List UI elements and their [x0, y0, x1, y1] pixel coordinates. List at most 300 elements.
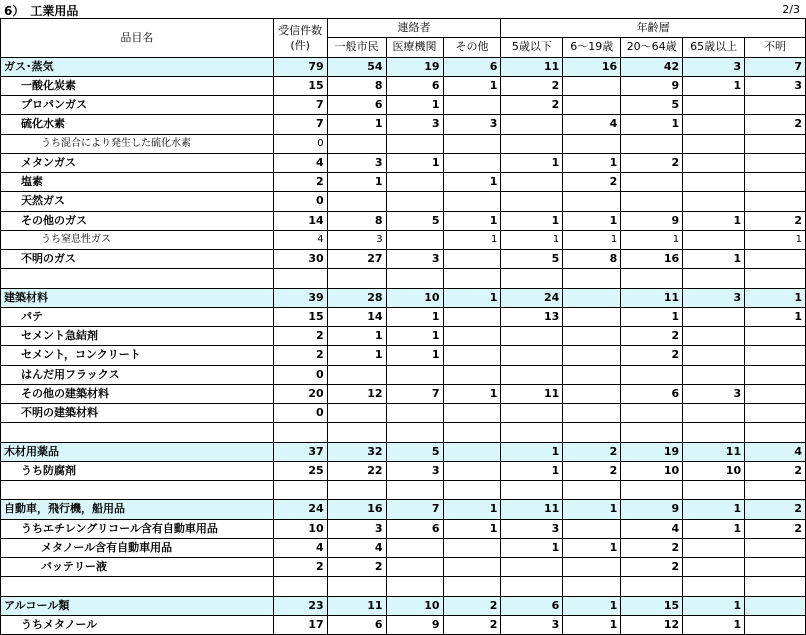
public-cell: 3: [327, 519, 386, 538]
public-cell: 1: [327, 327, 386, 346]
age-6-19-cell: [563, 76, 621, 95]
age-unknown-cell: [745, 134, 806, 153]
header-contact-group: 連絡者: [327, 19, 501, 38]
item-row: [1, 153, 806, 172]
age-20-64-cell: 9: [621, 76, 683, 95]
medical-cell: [386, 230, 443, 249]
age-20-64-cell: 19: [621, 442, 683, 461]
count-cell: 4: [273, 230, 327, 249]
medical-cell: 6: [386, 519, 443, 538]
public-cell: 8: [327, 76, 386, 95]
item-name-cell: 硫化水素: [1, 115, 274, 134]
blank-cell: [1, 423, 274, 442]
age-6-19-cell: [563, 404, 621, 423]
medical-cell: 1: [386, 96, 443, 115]
blank-cell: [327, 577, 386, 596]
medical-cell: 1: [386, 346, 443, 365]
public-cell: 14: [327, 307, 386, 326]
item-name-cell: 一酸化炭素: [1, 76, 274, 95]
header-contact-medical: 医療機関: [386, 38, 443, 57]
public-cell: 32: [327, 442, 386, 461]
item-row: [1, 307, 806, 326]
other-cell: [443, 153, 501, 172]
blank-row: [1, 269, 806, 288]
age-20-64-cell: 1: [621, 307, 683, 326]
item-row: [1, 615, 806, 634]
age-unknown-cell: [745, 192, 806, 211]
count-cell: 7: [273, 115, 327, 134]
item-row: [1, 461, 806, 480]
blank-cell: [273, 577, 327, 596]
blank-cell: [386, 577, 443, 596]
age-65-plus-cell: 11: [683, 442, 745, 461]
medical-cell: 1: [386, 327, 443, 346]
item-name-cell: メタノール含有自動車用品: [1, 538, 274, 557]
age-unknown-cell: [745, 538, 806, 557]
age-unknown-cell: 1: [745, 307, 806, 326]
age-20-64-cell: 2: [621, 558, 683, 577]
count-cell: 20: [273, 384, 327, 403]
age-0-5-cell: [501, 192, 563, 211]
blank-cell: [501, 481, 563, 500]
blank-cell: [621, 577, 683, 596]
blank-cell: [501, 269, 563, 288]
count-cell: 0: [273, 134, 327, 153]
count-cell: 15: [273, 307, 327, 326]
blank-cell: [563, 481, 621, 500]
count-cell: 15: [273, 76, 327, 95]
age-unknown-cell: [745, 615, 806, 634]
item-row: [1, 327, 806, 346]
age-65-plus-cell: 1: [683, 519, 745, 538]
other-cell: [443, 327, 501, 346]
other-cell: [443, 346, 501, 365]
public-cell: 2: [327, 558, 386, 577]
blank-cell: [621, 423, 683, 442]
item-name-cell: うち防腐剤: [1, 461, 274, 480]
age-20-64-cell: [621, 173, 683, 192]
medical-cell: 10: [386, 596, 443, 615]
other-cell: 2: [443, 596, 501, 615]
public-cell: 28: [327, 288, 386, 307]
medical-cell: 19: [386, 57, 443, 76]
age-65-plus-cell: [683, 173, 745, 192]
age-20-64-cell: 4: [621, 519, 683, 538]
item-row: [1, 384, 806, 403]
blank-cell: [386, 481, 443, 500]
age-65-plus-cell: 3: [683, 288, 745, 307]
item-name-cell: うちメタノール: [1, 615, 274, 634]
public-cell: [327, 192, 386, 211]
item-row: [1, 538, 806, 557]
blank-cell: [327, 481, 386, 500]
age-unknown-cell: 1: [745, 288, 806, 307]
age-20-64-cell: 6: [621, 384, 683, 403]
age-unknown-cell: 1: [745, 230, 806, 249]
age-65-plus-cell: [683, 230, 745, 249]
blank-cell: [273, 269, 327, 288]
public-cell: [327, 404, 386, 423]
header-age-20-64: 20～64歳: [621, 38, 683, 57]
other-cell: 1: [443, 230, 501, 249]
age-65-plus-cell: [683, 327, 745, 346]
blank-cell: [273, 423, 327, 442]
public-cell: 1: [327, 346, 386, 365]
age-unknown-cell: [745, 384, 806, 403]
age-65-plus-cell: 10: [683, 461, 745, 480]
count-cell: 10: [273, 519, 327, 538]
item-name-cell: はんだ用フラックス: [1, 365, 274, 384]
age-6-19-cell: [563, 96, 621, 115]
age-6-19-cell: [563, 365, 621, 384]
other-cell: 1: [443, 384, 501, 403]
blank-cell: [386, 423, 443, 442]
age-20-64-cell: 9: [621, 500, 683, 519]
age-20-64-cell: 1: [621, 115, 683, 134]
public-cell: [327, 365, 386, 384]
age-65-plus-cell: [683, 404, 745, 423]
age-0-5-cell: 13: [501, 307, 563, 326]
blank-cell: [745, 577, 806, 596]
age-20-64-cell: 9: [621, 211, 683, 230]
item-name-cell: 不明の建築材料: [1, 404, 274, 423]
age-20-64-cell: 12: [621, 615, 683, 634]
medical-cell: [386, 365, 443, 384]
category-row: [1, 500, 806, 519]
medical-cell: 1: [386, 307, 443, 326]
item-name-cell: 不明のガス: [1, 250, 274, 269]
age-unknown-cell: [745, 365, 806, 384]
item-row: [1, 192, 806, 211]
medical-cell: 6: [386, 76, 443, 95]
count-cell: 2: [273, 327, 327, 346]
other-cell: [443, 96, 501, 115]
public-cell: 8: [327, 211, 386, 230]
item-name-cell: その他のガス: [1, 211, 274, 230]
blank-cell: [443, 481, 501, 500]
public-cell: 54: [327, 57, 386, 76]
count-cell: 37: [273, 442, 327, 461]
public-cell: 1: [327, 173, 386, 192]
age-65-plus-cell: 1: [683, 615, 745, 634]
public-cell: [327, 134, 386, 153]
public-cell: 11: [327, 596, 386, 615]
age-65-plus-cell: 1: [683, 250, 745, 269]
blank-cell: [621, 269, 683, 288]
item-name-cell: セメント急結剤: [1, 327, 274, 346]
blank-cell: [273, 481, 327, 500]
other-cell: [443, 307, 501, 326]
age-0-5-cell: 2: [501, 96, 563, 115]
subitem-row: [1, 230, 806, 249]
age-20-64-cell: [621, 192, 683, 211]
age-0-5-cell: 1: [501, 153, 563, 172]
age-65-plus-cell: 3: [683, 57, 745, 76]
blank-cell: [501, 577, 563, 596]
other-cell: [443, 442, 501, 461]
medical-cell: 1: [386, 153, 443, 172]
item-name-cell: 自動車，飛行機，船用品: [1, 500, 274, 519]
age-0-5-cell: 1: [501, 442, 563, 461]
blank-row: [1, 577, 806, 596]
age-0-5-cell: 1: [501, 538, 563, 557]
item-row: [1, 76, 806, 95]
blank-cell: [443, 269, 501, 288]
medical-cell: [386, 558, 443, 577]
other-cell: 3: [443, 115, 501, 134]
age-6-19-cell: 2: [563, 173, 621, 192]
public-cell: 6: [327, 96, 386, 115]
blank-cell: [683, 577, 745, 596]
age-0-5-cell: 24: [501, 288, 563, 307]
age-20-64-cell: 5: [621, 96, 683, 115]
other-cell: 2: [443, 615, 501, 634]
age-0-5-cell: [501, 365, 563, 384]
other-cell: 1: [443, 76, 501, 95]
age-6-19-cell: 2: [563, 442, 621, 461]
blank-cell: [1, 269, 274, 288]
age-unknown-cell: 7: [745, 57, 806, 76]
blank-cell: [621, 481, 683, 500]
age-65-plus-cell: 1: [683, 596, 745, 615]
blank-cell: [745, 269, 806, 288]
age-unknown-cell: 2: [745, 211, 806, 230]
count-cell: 23: [273, 596, 327, 615]
medical-cell: [386, 134, 443, 153]
medical-cell: 7: [386, 500, 443, 519]
age-unknown-cell: [745, 404, 806, 423]
other-cell: [443, 404, 501, 423]
age-unknown-cell: [745, 327, 806, 346]
count-cell: 2: [273, 558, 327, 577]
count-cell: 24: [273, 500, 327, 519]
blank-row: [1, 423, 806, 442]
item-name-cell: バッテリー液: [1, 558, 274, 577]
age-6-19-cell: [563, 288, 621, 307]
age-20-64-cell: 2: [621, 327, 683, 346]
medical-cell: [386, 538, 443, 557]
age-0-5-cell: 3: [501, 519, 563, 538]
blank-cell: [327, 423, 386, 442]
age-20-64-cell: [621, 365, 683, 384]
other-cell: [443, 250, 501, 269]
blank-cell: [745, 423, 806, 442]
medical-cell: 3: [386, 115, 443, 134]
item-name-cell: アルコール類: [1, 596, 274, 615]
item-row: [1, 115, 806, 134]
blank-cell: [683, 481, 745, 500]
age-unknown-cell: 4: [745, 442, 806, 461]
age-65-plus-cell: 3: [683, 384, 745, 403]
item-row: [1, 558, 806, 577]
category-row: [1, 596, 806, 615]
count-cell: 4: [273, 538, 327, 557]
other-cell: 1: [443, 288, 501, 307]
count-cell: 17: [273, 615, 327, 634]
other-cell: [443, 538, 501, 557]
age-unknown-cell: [745, 153, 806, 172]
age-0-5-cell: [501, 404, 563, 423]
age-0-5-cell: 3: [501, 615, 563, 634]
item-name-cell: パテ: [1, 307, 274, 326]
age-0-5-cell: [501, 558, 563, 577]
stats-table: [0, 18, 806, 635]
count-cell: 30: [273, 250, 327, 269]
age-unknown-cell: 2: [745, 519, 806, 538]
medical-cell: 7: [386, 384, 443, 403]
age-20-64-cell: 2: [621, 538, 683, 557]
age-20-64-cell: 2: [621, 346, 683, 365]
other-cell: [443, 134, 501, 153]
item-name-cell: ガス･蒸気: [1, 57, 274, 76]
category-row: [1, 442, 806, 461]
header-age-group: 年齢層: [501, 19, 806, 38]
count-cell: 14: [273, 211, 327, 230]
age-6-19-cell: [563, 327, 621, 346]
medical-cell: 5: [386, 442, 443, 461]
medical-cell: [386, 173, 443, 192]
other-cell: 1: [443, 211, 501, 230]
age-65-plus-cell: [683, 96, 745, 115]
age-0-5-cell: 1: [501, 211, 563, 230]
item-row: [1, 173, 806, 192]
item-name-cell: 建築材料: [1, 288, 274, 307]
public-cell: 22: [327, 461, 386, 480]
age-6-19-cell: 1: [563, 211, 621, 230]
count-cell: 0: [273, 365, 327, 384]
age-6-19-cell: 2: [563, 461, 621, 480]
count-cell: 25: [273, 461, 327, 480]
age-6-19-cell: 16: [563, 57, 621, 76]
age-unknown-cell: [745, 558, 806, 577]
age-0-5-cell: [501, 115, 563, 134]
medical-cell: [386, 192, 443, 211]
age-6-19-cell: [563, 307, 621, 326]
header-item-name: 品目名: [1, 19, 274, 58]
header-age-6-19: 6～19歳: [563, 38, 621, 57]
blank-cell: [327, 269, 386, 288]
age-6-19-cell: [563, 384, 621, 403]
public-cell: 4: [327, 538, 386, 557]
age-20-64-cell: 10: [621, 461, 683, 480]
item-row: [1, 346, 806, 365]
public-cell: 3: [327, 230, 386, 249]
age-65-plus-cell: [683, 307, 745, 326]
item-row: [1, 250, 806, 269]
age-0-5-cell: 5: [501, 250, 563, 269]
age-20-64-cell: 42: [621, 57, 683, 76]
age-unknown-cell: [745, 250, 806, 269]
age-6-19-cell: [563, 519, 621, 538]
header-count-line2: (件): [290, 38, 310, 52]
age-unknown-cell: 3: [745, 76, 806, 95]
age-65-plus-cell: 1: [683, 500, 745, 519]
age-6-19-cell: 1: [563, 230, 621, 249]
header-age-65-plus: 65歳以上: [683, 38, 745, 57]
age-20-64-cell: 15: [621, 596, 683, 615]
age-65-plus-cell: [683, 538, 745, 557]
count-cell: 39: [273, 288, 327, 307]
medical-cell: 9: [386, 615, 443, 634]
other-cell: 6: [443, 57, 501, 76]
age-6-19-cell: 1: [563, 538, 621, 557]
header-age-0-5: 5歳以下: [501, 38, 563, 57]
header-count: [273, 19, 327, 58]
other-cell: [443, 365, 501, 384]
age-20-64-cell: 11: [621, 288, 683, 307]
item-name-cell: 木材用薬品: [1, 442, 274, 461]
blank-cell: [443, 577, 501, 596]
public-cell: 27: [327, 250, 386, 269]
item-name-cell: うちエチレングリコール含有自動車用品: [1, 519, 274, 538]
category-row: [1, 57, 806, 76]
item-row: [1, 211, 806, 230]
age-6-19-cell: 1: [563, 500, 621, 519]
age-6-19-cell: [563, 346, 621, 365]
age-6-19-cell: [563, 558, 621, 577]
other-cell: 1: [443, 173, 501, 192]
age-20-64-cell: [621, 404, 683, 423]
age-unknown-cell: 2: [745, 115, 806, 134]
public-cell: 1: [327, 115, 386, 134]
other-cell: 1: [443, 519, 501, 538]
item-row: [1, 519, 806, 538]
age-65-plus-cell: [683, 558, 745, 577]
item-name-cell: 天然ガス: [1, 192, 274, 211]
other-cell: [443, 192, 501, 211]
header-contact-other: その他: [443, 38, 501, 57]
count-cell: 0: [273, 404, 327, 423]
age-20-64-cell: 1: [621, 230, 683, 249]
age-65-plus-cell: [683, 365, 745, 384]
item-name-cell: メタンガス: [1, 153, 274, 172]
age-unknown-cell: [745, 596, 806, 615]
count-cell: 4: [273, 153, 327, 172]
age-65-plus-cell: [683, 153, 745, 172]
item-name-cell: プロパンガス: [1, 96, 274, 115]
public-cell: 6: [327, 615, 386, 634]
item-name-cell: セメント，コンクリート: [1, 346, 274, 365]
blank-cell: [683, 269, 745, 288]
age-65-plus-cell: [683, 115, 745, 134]
blank-cell: [386, 269, 443, 288]
category-row: [1, 288, 806, 307]
blank-cell: [563, 423, 621, 442]
age-0-5-cell: 2: [501, 76, 563, 95]
item-name-cell: その他の建築材料: [1, 384, 274, 403]
blank-cell: [745, 481, 806, 500]
blank-cell: [501, 423, 563, 442]
age-65-plus-cell: 1: [683, 211, 745, 230]
age-0-5-cell: [501, 173, 563, 192]
age-20-64-cell: 2: [621, 153, 683, 172]
other-cell: 1: [443, 500, 501, 519]
count-cell: 7: [273, 96, 327, 115]
age-0-5-cell: 6: [501, 596, 563, 615]
age-6-19-cell: [563, 192, 621, 211]
age-6-19-cell: [563, 134, 621, 153]
age-6-19-cell: 8: [563, 250, 621, 269]
age-20-64-cell: 16: [621, 250, 683, 269]
age-unknown-cell: 2: [745, 500, 806, 519]
item-row: [1, 404, 806, 423]
age-0-5-cell: [501, 134, 563, 153]
item-name-cell: うち窒息性ガス: [1, 230, 274, 249]
blank-cell: [683, 423, 745, 442]
age-20-64-cell: [621, 134, 683, 153]
age-0-5-cell: 1: [501, 230, 563, 249]
age-65-plus-cell: [683, 134, 745, 153]
